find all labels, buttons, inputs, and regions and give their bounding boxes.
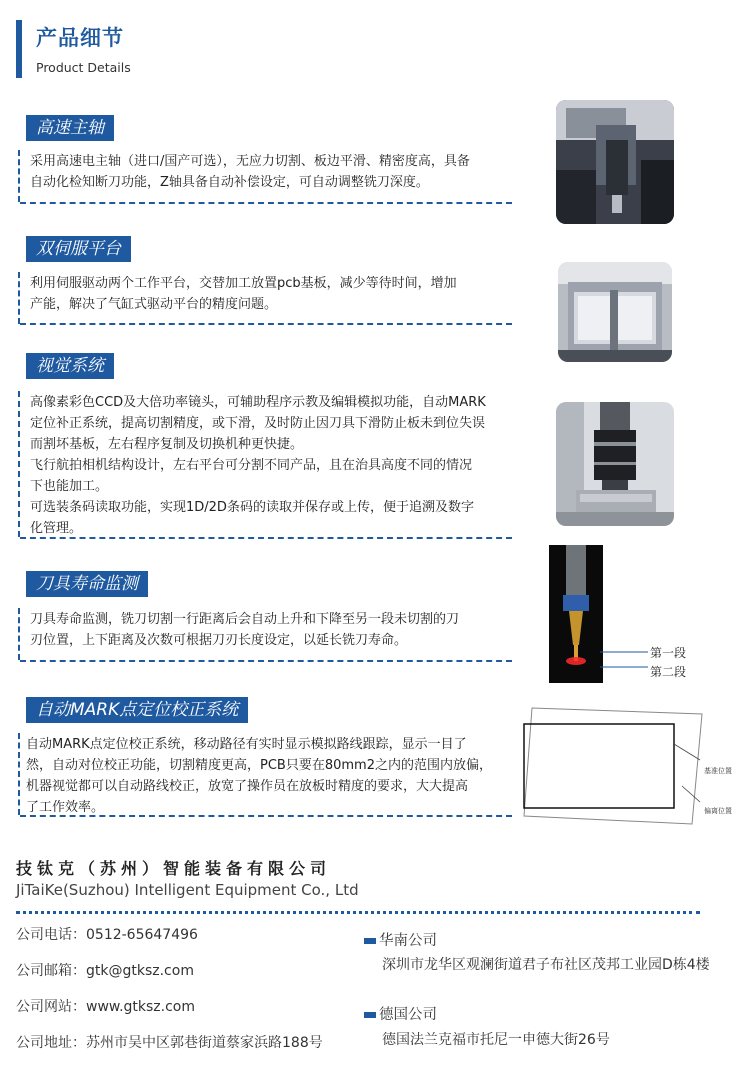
section-divider (18, 391, 20, 537)
branch-germany (364, 1003, 437, 1024)
section-title-vision: 视觉系统 (26, 353, 114, 379)
body-line: 自动MARK点定位校正系统，移动路径有实时显示模拟路线跟踪，显示一目了 (26, 737, 467, 752)
body-line: 自动化检知断刀功能，Z轴具备自动补偿设定，可自动调整铣刀深度。 (30, 175, 429, 190)
company-name-en: JiTaiKe(Suzhou) Intelligent Equipment Co., Ltd (16, 881, 359, 899)
header-accent-bar (16, 20, 22, 78)
body-line: 高像素彩色CCD及大倍功率镜头，可辅助程序示教及编辑模拟功能，自动MARK (30, 395, 486, 410)
branch-south-china-address: 深圳市龙华区观澜街道君子布社区茂邦工业园D栋4楼 (382, 957, 710, 973)
body-line: 刀具寿命监测，铣刀切割一行距离后会自动上升和下降至另一段未切割的刀 (30, 612, 460, 627)
company-address: 公司地址：苏州市吴中区郭巷街道蔡家浜路188号 (16, 1035, 323, 1051)
section-divider (18, 272, 20, 324)
body-line: 可选装条码读取功能，实现1D/2D条码的读取并保存或上传，便于追溯及数字 (30, 500, 474, 515)
body-line: 了工作效率。 (26, 800, 105, 815)
section-body-mark (26, 734, 492, 818)
body-line: 利用伺服驱动两个工作平台，交替加工放置pcb基板，减少等待时间，增加 (30, 276, 457, 291)
footer-divider (16, 911, 700, 914)
branch-name: 德国公司 (379, 1007, 437, 1023)
section-title-mark: 自动MARK点定位校正系统 (26, 697, 248, 723)
section-divider (20, 660, 512, 662)
body-line: 刃位置，上下距离及次数可根据刀刃长度设定，以延长铣刀寿命。 (30, 633, 408, 648)
body-line: 飞行航拍相机结构设计，左右平台可分割不同产品，且在治具高度不同的情况 (30, 458, 473, 473)
section-divider (18, 733, 20, 815)
bullet-marker (364, 938, 376, 944)
label-reference-position: 基准位置 (704, 767, 732, 775)
branch-south-china (364, 929, 437, 950)
section-divider (18, 608, 20, 660)
section-divider (18, 150, 20, 202)
company-email[interactable]: 公司邮箱：gtk@gtksz.com (16, 963, 194, 979)
spindle-photo (556, 100, 674, 224)
page-title: 产品细节 (36, 26, 124, 50)
body-line: 化管理。 (30, 521, 83, 536)
label-second-segment: 第二段 (650, 665, 687, 679)
body-line: 然，自动对位校正功能，切割精度更高，PCB只要在80mm2之内的范围内放偏， (26, 758, 492, 773)
tool-callout-lines (600, 645, 648, 675)
company-name-cn: 技钛克（苏州）智能装备有限公司 (16, 859, 332, 878)
company-website[interactable]: 公司网站：www.gtksz.com (16, 999, 195, 1015)
body-line: 机器视觉都可以自动路线校正，放宽了操作员在放板时精度的要求，大大提高 (26, 779, 469, 794)
label-offset-position: 偏离位置 (704, 807, 732, 815)
section-body-vision (30, 392, 486, 539)
body-line: 而割坏基板，左右程序复制及切换机种更快捷。 (30, 437, 304, 452)
section-title-tool-life: 刀具寿命监测 (26, 571, 148, 597)
body-line: 定位补正系统，提高切割精度，或下滑，及时防止因刀具下滑防止板未到位失误 (30, 416, 486, 431)
tool-cutter-photo (549, 545, 603, 683)
branch-name: 华南公司 (379, 933, 437, 949)
company-phone: 公司电话：0512-65647496 (16, 927, 198, 943)
body-line: 产能，解决了气缸式驱动平台的精度问题。 (30, 297, 278, 312)
section-title-spindle: 高速主轴 (26, 115, 114, 141)
section-divider (20, 323, 512, 325)
servo-platform-photo (558, 262, 672, 362)
section-divider (20, 202, 512, 204)
body-line: 采用高速电主轴（进口/国产可选），无应力切割、板边平滑、精密度高，具备 (30, 154, 470, 169)
section-title-servo: 双伺服平台 (26, 236, 131, 262)
branch-germany-address: 德国法兰克福市托尼一申德大街26号 (382, 1032, 610, 1048)
label-first-segment: 第一段 (650, 646, 687, 660)
section-body-servo (30, 273, 457, 315)
mark-position-diagram (520, 700, 706, 826)
vision-camera-photo (556, 402, 674, 526)
section-body-tool-life (30, 609, 459, 651)
section-body-spindle (30, 151, 470, 193)
bullet-marker (364, 1012, 376, 1018)
body-line: 下也能加工。 (30, 479, 109, 494)
page-subtitle: Product Details (36, 60, 131, 75)
